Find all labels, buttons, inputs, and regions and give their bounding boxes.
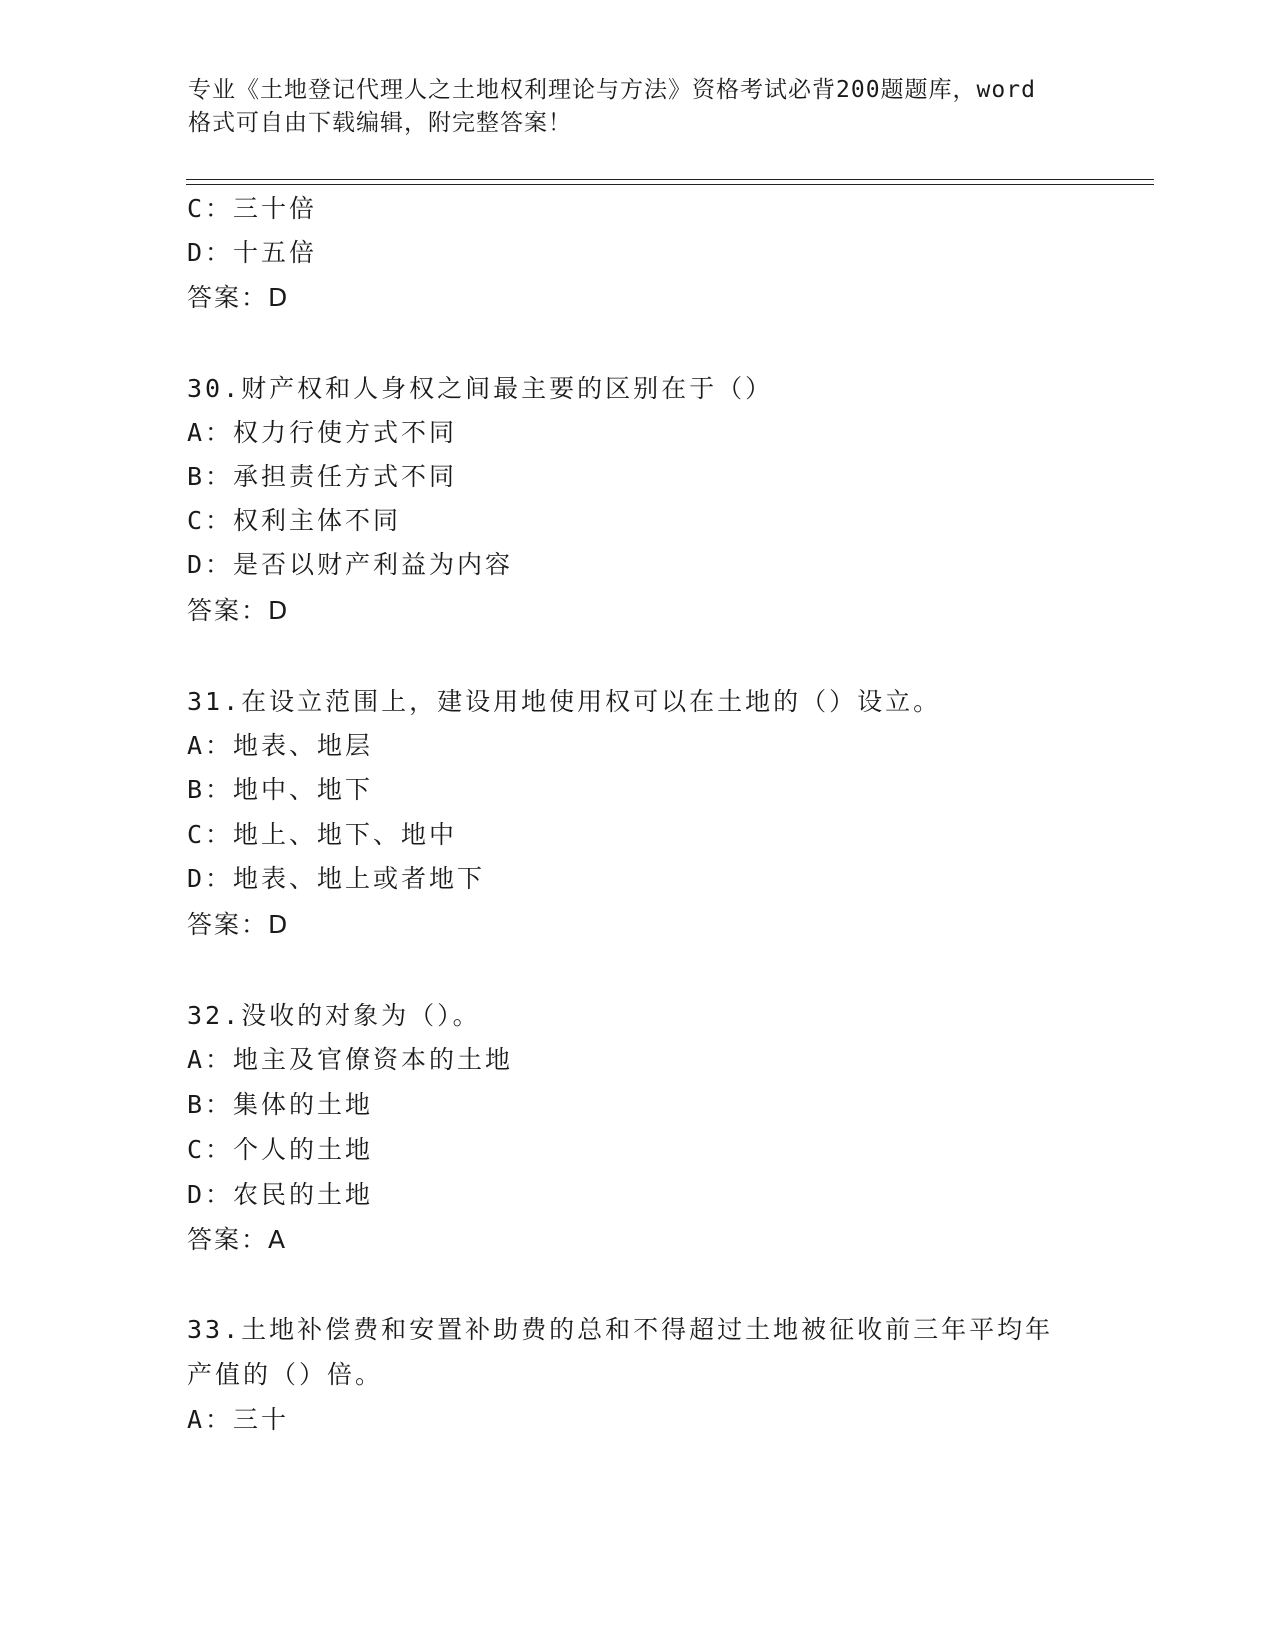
- q32-answer: 答案：A: [187, 1225, 288, 1254]
- header-divider-top: [186, 179, 1154, 180]
- q32-option-b: B：集体的土地: [187, 1090, 374, 1119]
- q31-option-d: D：地表、地上或者地下: [187, 864, 486, 893]
- q32-option-d: D：农民的土地: [187, 1180, 374, 1209]
- q31-answer: 答案：D: [187, 910, 290, 939]
- q31-option-b: B：地中、地下: [187, 775, 374, 804]
- q30-option-a: A：权力行使方式不同: [187, 418, 458, 447]
- header-title-line-2: 格式可自由下载编辑，附完整答案！: [188, 110, 572, 136]
- q30-option-b: B：承担责任方式不同: [187, 462, 458, 491]
- q30-stem: 30.财产权和人身权之间最主要的区别在于（）: [187, 374, 774, 403]
- q30-answer: 答案：D: [187, 596, 290, 625]
- q33-stem-line-2: 产值的（）倍。: [187, 1360, 384, 1389]
- document-header: [188, 74, 1088, 140]
- q29-option-d: D：十五倍: [187, 238, 318, 267]
- q29-option-c: C：三十倍: [187, 194, 318, 223]
- q29-answer: 答案：D: [187, 283, 290, 312]
- q30-option-c: C：权利主体不同: [187, 506, 402, 535]
- q31-stem: 31.在设立范围上，建设用地使用权可以在土地的（）设立。: [187, 687, 942, 716]
- q31-option-c: C：地上、地下、地中: [187, 820, 458, 849]
- header-title-line-1: 专业《土地登记代理人之土地权利理论与方法》资格考试必背200题题库，word: [188, 77, 1036, 103]
- q33-option-a: A：三十: [187, 1405, 290, 1434]
- q31-option-a: A：地表、地层: [187, 731, 374, 760]
- header-divider-bottom: [186, 184, 1154, 185]
- q32-stem: 32.没收的对象为（）。: [187, 1001, 481, 1030]
- q30-option-d: D：是否以财产利益为内容: [187, 550, 514, 579]
- q32-option-a: A：地主及官僚资本的土地: [187, 1045, 514, 1074]
- q33-stem-line-1: 33.土地补偿费和安置补助费的总和不得超过土地被征收前三年平均年: [187, 1315, 1054, 1344]
- q32-option-c: C：个人的土地: [187, 1135, 374, 1164]
